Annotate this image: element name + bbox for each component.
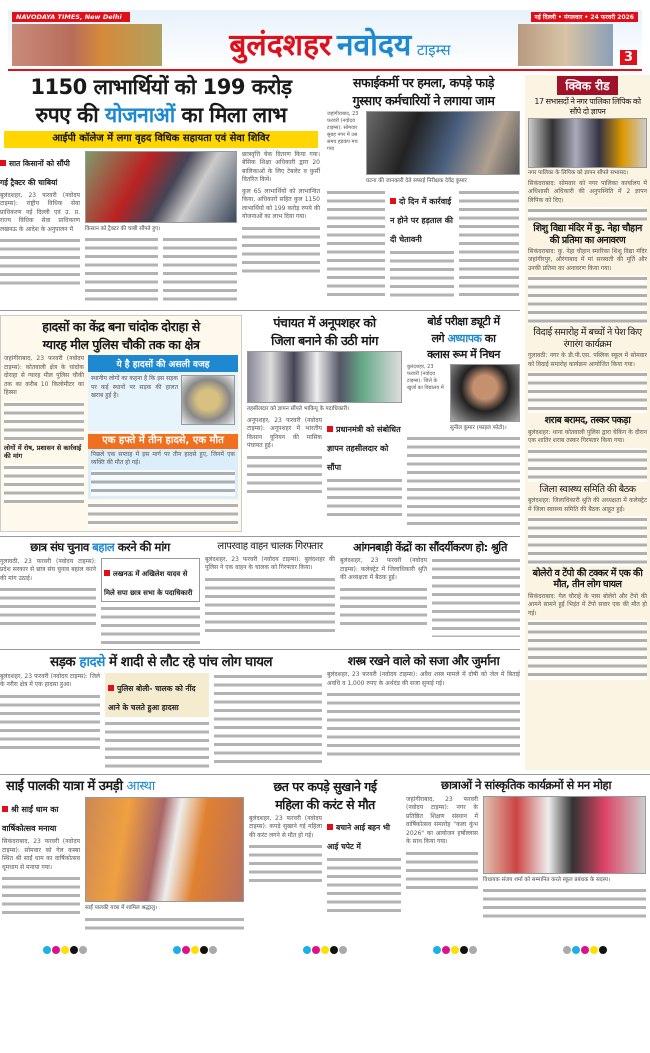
- saai-headline: साईं पालकी यात्रा में उमड़ी आस्था: [6, 778, 155, 794]
- color-bar: [173, 939, 218, 958]
- safai-headline-2: गुस्साए कर्मचारियों ने लगाया जाम: [352, 93, 495, 108]
- divider: [0, 536, 520, 537]
- chhatraon-columns: [406, 796, 646, 922]
- page-upper: [0, 75, 650, 770]
- quick-read-label: क्विक रीड: [528, 75, 647, 95]
- chhatra-headline: छात्र संघ चुनाव बहाल करने की मांग: [30, 539, 170, 554]
- panchayat-story: [247, 315, 402, 517]
- teacher-photo: [450, 364, 520, 422]
- chhatra-dateline: गुलावठी, 23 फरवरी (नवोदय टाइम्स): प्रदेश सरकार से छात्र संघ चुनाव बहाल करने की मांग उठाई।: [0, 557, 96, 582]
- haadse-body-2: [4, 464, 84, 504]
- quick-read-text-3: गुलावठी: नगर के डी.पी.एस. पब्लिक स्कूल में सोमवार को विदाई समारोह कार्यक्रम आयोजित किया गया।: [528, 352, 647, 368]
- lead-photo-columns: [85, 236, 237, 306]
- saai-col-2: [85, 797, 244, 933]
- safai-photo-row: [327, 111, 520, 186]
- haadse-col-1: [4, 355, 84, 503]
- saai-caption: साईं पालकी यात्रा में शामिल श्रद्धालु।: [85, 905, 158, 912]
- lead-body-col2: [85, 236, 158, 306]
- lead-sub: सात किसानों को सौंपी गई ट्रैक्टर की चाबियां: [0, 158, 70, 187]
- row-2: [0, 315, 520, 532]
- panchayat-dateline: अनूपशहर, 23 फरवरी (नवोदय टाइम्स): अनूपशहर में भारतीय किसान यूनियन की मासिक पंचायत हुई।: [247, 416, 322, 450]
- saai-col-1: [2, 797, 80, 915]
- quick-read-text-2: सिकंदराबाद: कु. नेहा चौहान स्मारिका शिशु विद्या मंदिर जहांगीरपुर, औरंगाबाद में मां सरस्वती की मूर्ति और उनकी प्रतिमा का अनावरण किया गया।: [528, 247, 647, 272]
- masthead-image-right: [518, 24, 613, 66]
- haadse-story: [0, 315, 242, 532]
- color-bar: [43, 939, 88, 958]
- quick-read-lines-6: [528, 620, 647, 680]
- panchayat-sub: प्रधानमंत्री को संबोधित ज्ञापन तहसीलदार को सौंपा: [327, 424, 401, 472]
- laparwah-dateline: बुलंदशहर, 23 फरवरी (नवोदय टाइम्स): बुलंदशहर की पुलिस ने एक वाहन के चालक को गिरफ्तार किया।: [205, 555, 335, 572]
- haadse-columns: [4, 355, 238, 528]
- quick-read-headline-2: शिशु विद्या मंदिर में कु. नेहा चौहान की प्रतिमा का अनावरण: [533, 223, 642, 246]
- chhat-body-2: [327, 856, 401, 916]
- panchayat-body: [247, 454, 322, 494]
- chhat-headline-2: महिला की करंट से मौत: [275, 796, 375, 812]
- lead-body-col3: [163, 236, 237, 306]
- laparwah-story: [205, 541, 335, 636]
- lead-col4-text: कुल 65 लाभार्थियों को लाभान्वित किया, अधिकारों सहित कुल 1150 लाभार्थियों को 199 करोड़ रुपये की योजनाओं का लाभ दिया गया।: [242, 187, 320, 221]
- haadse-band-text: पिछले एक सप्ताह में इस मार्ग पर तीन हादसे हुए, जिनमें एक व्यक्ति की मौत हो गई।: [91, 450, 235, 467]
- haadse-band-lines: [91, 470, 235, 496]
- chhatraon-col-2: [483, 796, 646, 922]
- quick-read-lines-5: [528, 516, 647, 566]
- lead-caption: किसान को ट्रैक्टर की चाबी सौंपते हुए।: [85, 225, 161, 232]
- sadak-story: [0, 654, 322, 770]
- quick-read-lines-2: [528, 275, 647, 325]
- saai-body-2: [85, 916, 244, 933]
- row-4: [0, 654, 520, 770]
- saai-photo: [85, 797, 244, 902]
- sadak-body-2: [105, 720, 209, 770]
- accident-photo: [181, 375, 235, 425]
- row-3: [0, 541, 520, 645]
- chhatraon-dateline: जहांगीराबाद, 23 फरवरी (नवोदय टाइम्स): नगर के प्रतिष्ठित शिक्षण संस्थान में वार्षिकोत्सव समारोह "कला कुंभ 2026" का आयोजन हर्षोल्लास के साथ किया गया।: [406, 795, 478, 846]
- safai-photo: [366, 111, 520, 175]
- sadak-body-3: [214, 673, 322, 763]
- row-1: [0, 75, 520, 306]
- haadse-box-title: ये है हादसों की असली वजह: [88, 355, 238, 372]
- safai-photo-col: [366, 111, 520, 186]
- haadse-dateline: जहांगीराबाद, 23 फरवरी (नवोदय टाइम्स): कोतवाली क्षेत्र के चांदोक दोराहा से ग्यारह मील पुलिस चौकी तक का करीब 10 किलोमीटर का हिस्सा: [4, 355, 84, 397]
- laparwah-body: [205, 576, 335, 636]
- safai-story: [327, 75, 520, 299]
- haadse-band: एक हफ्ते में तीन हादसे, एक मौत: [88, 434, 238, 449]
- lead-band: आईपी कॉलेज में लगा वृहद विधिक सहायता एवं सेवा शिविर: [4, 131, 318, 148]
- quick-read-text-4: बुलंदशहर: थाना कोतवाली पुलिस द्वारा चेकिंग के दौरान एक शातिर शराब तस्कर गिरफ्तार किया गया।: [528, 428, 647, 445]
- board-headline-1: बोर्ड परीक्षा ड्यूटी में: [427, 315, 500, 329]
- board-story: [407, 315, 520, 525]
- safai-col-2: [390, 189, 454, 299]
- haadse-headline-2: ग्यारह मील पुलिस चौकी तक का क्षेत्र: [42, 337, 200, 353]
- lead-headline-2: रुपए की योजनाओं का मिला लाभ: [35, 103, 287, 128]
- lead-body-text: [0, 237, 80, 287]
- safai-body-1: [327, 189, 385, 299]
- chhatra-body-2: [101, 605, 200, 645]
- main-area: [0, 75, 520, 770]
- date-label: नई दिल्ली • मंगलवार • 24 फरवरी 2026: [531, 12, 639, 22]
- quick-read-text-1: सिकंदराबाद: सोमवार को नगर पालिका कार्यालय में अधिशासी अधिकारी की अनुपस्थिति में 2 ज्ञापन लिपिक को दिए।: [528, 179, 647, 204]
- haadse-band-box: [88, 434, 238, 499]
- haadse-col-2: [88, 355, 238, 528]
- page-number: 3: [619, 49, 638, 66]
- quick-read-column: [525, 75, 650, 770]
- chhatraon-col-1: [406, 796, 478, 890]
- safai-body-3: [459, 189, 519, 299]
- sadak-columns: [0, 673, 322, 770]
- aanganwadi-columns: [340, 557, 520, 637]
- registration-marks: [0, 939, 650, 958]
- aanganwadi-headline: आंगनबाड़ी केंद्रों का सौंदर्यीकरण हो: श्रुति: [353, 540, 507, 554]
- quick-read-headline-6: बोलेरो व टेंपो की टक्कर में एक की मौत, तीन लोग घायल: [532, 568, 643, 591]
- lead-col-2: [85, 151, 237, 307]
- chhatra-story: [0, 541, 200, 645]
- saai-sub: श्री साईं धाम का वार्षिकोत्सव मनाया: [2, 805, 59, 834]
- panchayat-columns: [247, 417, 402, 517]
- chhatraon-body: [406, 850, 478, 890]
- chhatra-col-2: [101, 558, 200, 645]
- laparwah-headline: लापरवाह वाहन चालक गिरफ्तार: [217, 540, 323, 552]
- safai-caption: घटना की जानकारी देते सफाई निरीक्षक देवेंद्र कुमार: [366, 178, 467, 184]
- saai-story: [2, 779, 244, 933]
- aanganwadi-body: [340, 586, 427, 626]
- sadak-col-2: [105, 673, 209, 770]
- quick-read-lines-3: [528, 371, 647, 413]
- chhat-sub: बचाने आई बहन भी आई चपेट में: [327, 822, 390, 851]
- aanganwadi-body-2: [432, 557, 520, 637]
- panchayat-body-2: [327, 477, 402, 517]
- masthead-image-left: [12, 24, 162, 66]
- quick-read-caption: नगर पालिका के लिपिक को ज्ञापन सौंपते सभासद।: [528, 170, 629, 177]
- chhatraon-photo: [483, 796, 646, 874]
- saai-body: [2, 875, 80, 915]
- masthead-main: [12, 24, 638, 66]
- board-photo-row: [407, 364, 520, 433]
- quick-read-headline-1: 17 सभासदों ने नगर पालिका लिपिक को सौंपे दो ज्ञापन: [534, 97, 641, 116]
- panchayat-photo: [247, 351, 402, 403]
- quick-read-text-6: सिकंदराबाद: गेल चौराहे के पास बोलेरो और टेंपो की आमने सामने हुई भिड़ंत में टेंपो सवार एक की मौत हो गई।: [528, 592, 647, 617]
- panchayat-headline-1: पंचायत में अनूपशहर को: [273, 315, 376, 331]
- chhatraon-body-2: [483, 887, 646, 921]
- chhat-col-2: [327, 815, 401, 916]
- haadse-body-3: [88, 502, 238, 528]
- board-body: [407, 435, 520, 525]
- lead-col3-text: छात्रवृत्ति चेक वितरण किया गया। बेसिक शिक्षा अधिकारी द्वारा 20 बालिकाओं के लिए टेबलेट व कुर्सी वितरित किये।: [242, 150, 320, 184]
- lead-col-1: [0, 151, 80, 288]
- quick-read-headline-3: विदाई समारोह में बच्चों ने पेश किए रंगारंग कार्यक्रम: [533, 327, 642, 350]
- quick-read-lines-4: [528, 448, 647, 482]
- lead-dateline: बुलंदशहर, 23 फरवरी (नवोदय टाइम्स): राष्ट्रीय विधिक सेवा प्राधिकरण नई दिल्ली एवं उ. प्र. राज्य विधिक सेवा प्राधिकरण लखनऊ के आदेश के अनुपालन में: [0, 191, 80, 233]
- panchayat-col-1: [247, 417, 322, 494]
- color-bar: [433, 939, 478, 958]
- aanganwadi-dateline: बुलंदशहर, 23 फरवरी (नवोदय टाइम्स): कलेक्ट्रेट में जिलाधिकारी श्रुति की अध्यक्षता में बैठक हुई।: [340, 557, 427, 582]
- haadse-box-content: [88, 372, 238, 428]
- shastra-body: [327, 691, 520, 761]
- saai-dateline: सिकंदराबाद, 23 फरवरी (नवोदय टाइम्स): सोमवार को गेल कस्बा स्थित श्री साईं धाम का वार्षिकोत्सव धूमधाम से मनाया गया।: [2, 838, 80, 871]
- divider: [0, 649, 520, 650]
- quick-read-headline-5: जिला स्वास्थ्य समिति की बैठक: [539, 483, 636, 495]
- chhatra-col-1: [0, 558, 96, 627]
- quick-read-photo: [528, 118, 647, 168]
- aanganwadi-col-1: [340, 557, 427, 626]
- divider: [0, 774, 650, 775]
- masthead-top-strip: [12, 12, 638, 22]
- color-bar: [563, 939, 608, 958]
- haadse-headline-1: हादसों का केंद्र बना चांदोक दोराहा से: [42, 319, 200, 335]
- shastra-story: [327, 654, 520, 761]
- safai-dateline: जहांगीराबाद, 23 फरवरी (नवोदय टाइम्स): सोमवार सुबह नगर में उस समय हड़कंप मच गया: [327, 111, 359, 152]
- masthead: [8, 10, 642, 71]
- sadak-body: [0, 693, 100, 753]
- saai-columns: [2, 797, 244, 933]
- sadak-col-1: [0, 673, 100, 753]
- sadak-sub: पुलिस बोली- चालक को नींद आने के चलते हुआ हादसा: [105, 673, 209, 717]
- shastra-dateline: बुलंदशहर, 23 फरवरी (नवोदय टाइम्स): अवैध शस्त्र मामले में दोषी को जेल में बिताई अवधि व 1,000 रुपए के अर्थदंड की सजा सुनाई गई।: [327, 671, 520, 687]
- sadak-dateline: बुलंदशहर, 23 फरवरी (नवोदय टाइम्स): जिले के नरौरा क्षेत्र में एक हादसा हुआ।: [0, 672, 100, 689]
- board-headline-2: लगे अध्यापक का: [431, 331, 496, 345]
- chhatra-body: [0, 586, 96, 626]
- chhat-col-1: [249, 815, 322, 884]
- chhat-body: [249, 843, 322, 883]
- board-photo-col: [450, 364, 520, 433]
- chhat-columns: [249, 815, 401, 916]
- haadse-box-text: स्थानीय लोगों का कहना है कि इस सड़क पर कई स्थानों पर सड़क की हालत खराब हुई है।: [91, 375, 178, 400]
- quick-read-text-5: बुलंदशहर: जिलाधिकारी श्रुति की अध्यक्षता में कलेक्ट्रेट में जिला स्वास्थ्य समिति की बैठक आहूत हुई।: [528, 497, 647, 513]
- lead-story: [0, 75, 322, 306]
- safai-sub: दो दिन में कार्रवाई न होने पर हड़ताल की दी चेतावनी: [390, 196, 453, 244]
- chhatraon-headline: छात्राओं ने सांस्कृतिक कार्यक्रमों से मन मोहा: [440, 777, 612, 792]
- aanganwadi-story: [340, 541, 520, 637]
- board-caption: सुनील कुमार (फाइल फोटो)।: [450, 424, 507, 431]
- chhat-story: [249, 779, 401, 916]
- edition-label: NAVODAYA TIMES, New Delhi: [12, 12, 130, 22]
- board-dateline: बुलंदशहर, 23 फरवरी (नवोदय टाइम्स): जिले के खुर्जा का विद्यालय में: [407, 363, 444, 391]
- row-5: [0, 779, 650, 933]
- lead-columns: [0, 151, 322, 307]
- panchayat-col-2: [327, 417, 402, 517]
- safai-headline-1: सफाईकर्मी पर हमला, कपड़े फाड़े: [353, 75, 494, 90]
- chhatraon-story: [406, 779, 646, 921]
- masthead-title: बुलंदशहर नवोदय टाइम्स: [229, 27, 451, 63]
- lead-body-col4: [242, 225, 320, 275]
- panchayat-headline-2: जिला बनाने की उठी मांग: [271, 333, 378, 349]
- quick-read-lines-1: [528, 207, 647, 221]
- haadse-body-1: [4, 401, 84, 441]
- haadse-sub: लोगों में रोष, प्रशासन से कार्रवाई की मांग: [4, 443, 82, 461]
- lead-photo: [85, 151, 237, 223]
- chhat-dateline: बुलंदशहर, 23 फरवरी (नवोदय टाइम्स): कपड़े सुखाने गई महिला की करंट लगने से मौत हो गई।: [249, 814, 322, 839]
- divider: [0, 310, 520, 311]
- chhatra-sub: लखनऊ में अखिलेश यादव से मिले सपा छात्र सभा के पदाधिकारी: [101, 558, 200, 602]
- chhat-headline-1: छत पर कपड़े सुखाने गई: [273, 778, 377, 794]
- safai-body-2: [390, 249, 454, 299]
- shastra-headline: शस्त्र रखने वाले को सजा और जुर्माना: [347, 653, 500, 668]
- quick-read-headline-4: शराब बरामद, तस्कर पकड़ा: [544, 415, 631, 427]
- safai-columns: [327, 189, 520, 299]
- sadak-headline: सड़क हादसे में शादी से लौट रहे पांच लोग घायल: [49, 653, 273, 670]
- lead-headline-1: 1150 लाभार्थियों को 199 करोड़: [30, 75, 292, 99]
- panchayat-caption: तहसीलदार को ज्ञापन सौंपते भाकियू के पदाधिकारी।: [247, 406, 350, 413]
- color-bar: [303, 939, 348, 958]
- board-headline-3: क्लास रूम में निधन: [427, 347, 500, 361]
- chhatraon-caption: विधायक संजय शर्मा को सम्मानित करते स्कूल प्रबंधक के सदस्य।: [483, 876, 611, 883]
- lead-col-3: [242, 151, 320, 275]
- chhatra-columns: [0, 558, 200, 645]
- haadse-box: [88, 355, 238, 431]
